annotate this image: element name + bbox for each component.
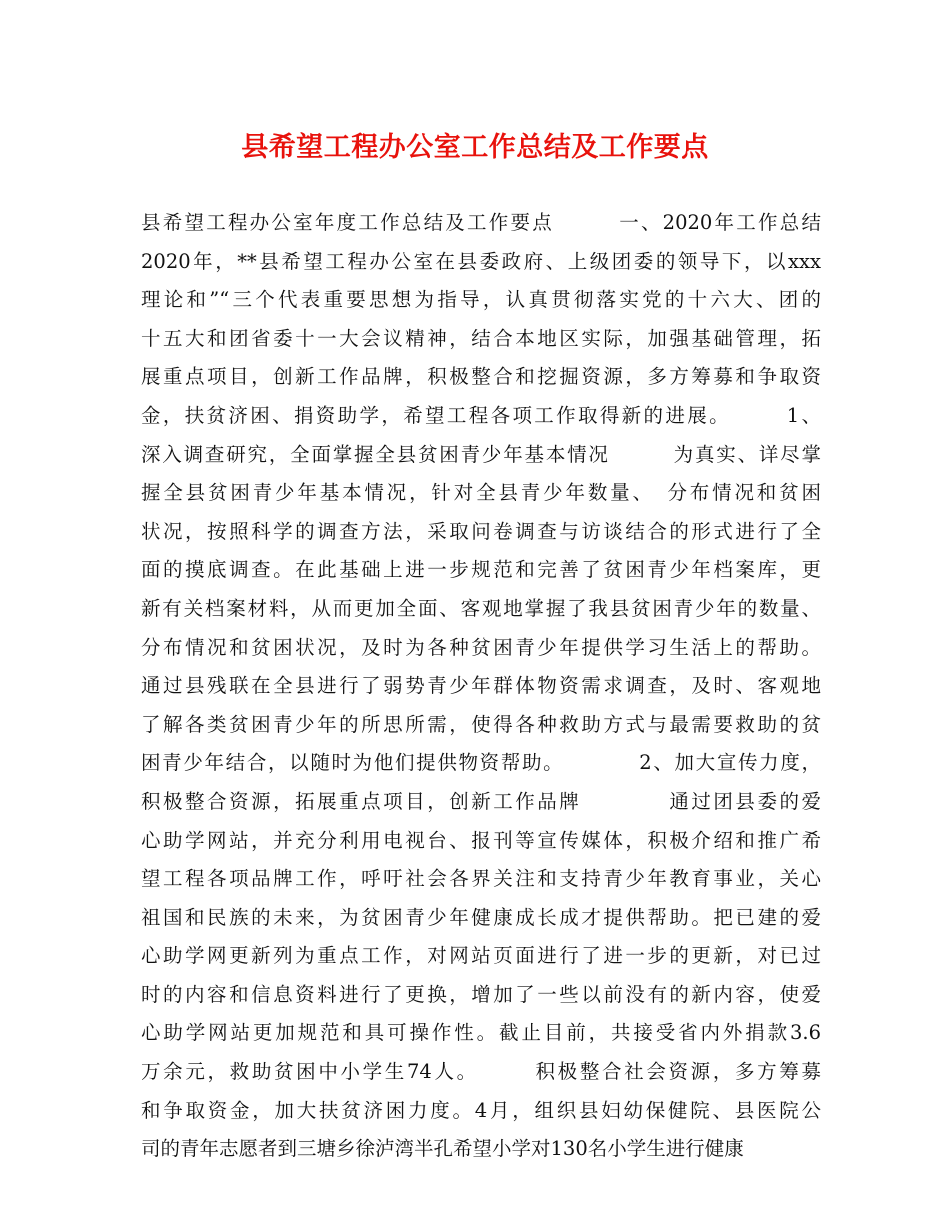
body-line: 心助学网更新列为重点工作，对网站页面进行了进一步的更新，对已过 xyxy=(141,944,821,968)
body-line: 新有关档案材料，从而更加全面、客观地掌握了我县贫困青少年的数量、 xyxy=(141,596,821,620)
body-line: 通过县残联在全县进行了弱势青少年群体物资需求调查，及时、客观地 xyxy=(141,674,821,698)
body-line: 十五大和团省委十一大会议精神，结合本地区实际，加强基础管理，拓 xyxy=(141,326,821,350)
body-line: 县希望工程办公室年度工作总结及工作要点 一、2020年工作总结 xyxy=(141,211,821,234)
body-line: 面的摸底调查。在此基础上进一步规范和完善了贫困青少年档案库，更 xyxy=(141,558,821,582)
body-line: 心助学网站更加规范和具可操作性。截止目前，共接受省内外捐款3.6 xyxy=(141,1021,821,1045)
body-line: 金，扶贫济困、捐资助学，希望工程各项工作取得新的进展。 1、 xyxy=(141,403,821,427)
body-line: 2020年，**县希望工程办公室在县委政府、上级团委的领导下，以xxx xyxy=(141,249,821,273)
body-line: 司的青年志愿者到三塘乡徐泸湾半孔希望小学对130名小学生进行健康 xyxy=(141,1137,744,1161)
body-line: 时的内容和信息资料进行了更换，增加了一些以前没有的新内容，使爱 xyxy=(141,982,821,1006)
body-line: 祖国和民族的未来，为贫困青少年健康成长成才提供帮助。把已建的爱 xyxy=(141,905,821,929)
body-line: 心助学网站，并充分利用电视台、报刊等宣传媒体，积极介绍和推广希 xyxy=(141,828,821,852)
body-line: 分布情况和贫困状况，及时为各种贫困青少年提供学习生活上的帮助。 xyxy=(141,635,821,659)
body-line: 理论和”“三个代表重要思想为指导，认真贯彻落实党的十六大、团的 xyxy=(141,288,821,312)
body-line: 望工程各项品牌工作，呼吁社会各界关注和支持青少年教育事业，关心 xyxy=(141,867,821,891)
body-line: 了解各类贫困青少年的所思所需，使得各种救助方式与最需要救助的贫 xyxy=(141,712,821,736)
document-body xyxy=(141,204,821,1169)
body-line: 和争取资金，加大扶贫济困力度。4月，组织县妇幼保健院、县医院公 xyxy=(141,1098,821,1122)
body-line: 深入调查研究，全面掌握全县贫困青少年基本情况 为真实、详尽掌 xyxy=(141,442,821,466)
body-line: 万余元，救助贫困中小学生74人。 积极整合社会资源，多方筹募 xyxy=(141,1060,821,1084)
body-line: 握全县贫困青少年基本情况，针对全县青少年数量、 分布情况和贫困 xyxy=(141,481,821,505)
body-line: 状况，按照科学的调查方法，采取问卷调查与访谈结合的形式进行了全 xyxy=(141,519,821,543)
body-line: 积极整合资源，拓展重点项目，创新工作品牌 通过团县委的爱 xyxy=(141,789,821,813)
body-line: 展重点项目，创新工作品牌，积极整合和挖掘资源，多方筹募和争取资 xyxy=(141,365,821,389)
body-line: 困青少年结合，以随时为他们提供物资帮助。 2、加大宣传力度， xyxy=(141,751,821,775)
document-title: 县希望工程办公室工作总结及工作要点 xyxy=(241,132,709,163)
